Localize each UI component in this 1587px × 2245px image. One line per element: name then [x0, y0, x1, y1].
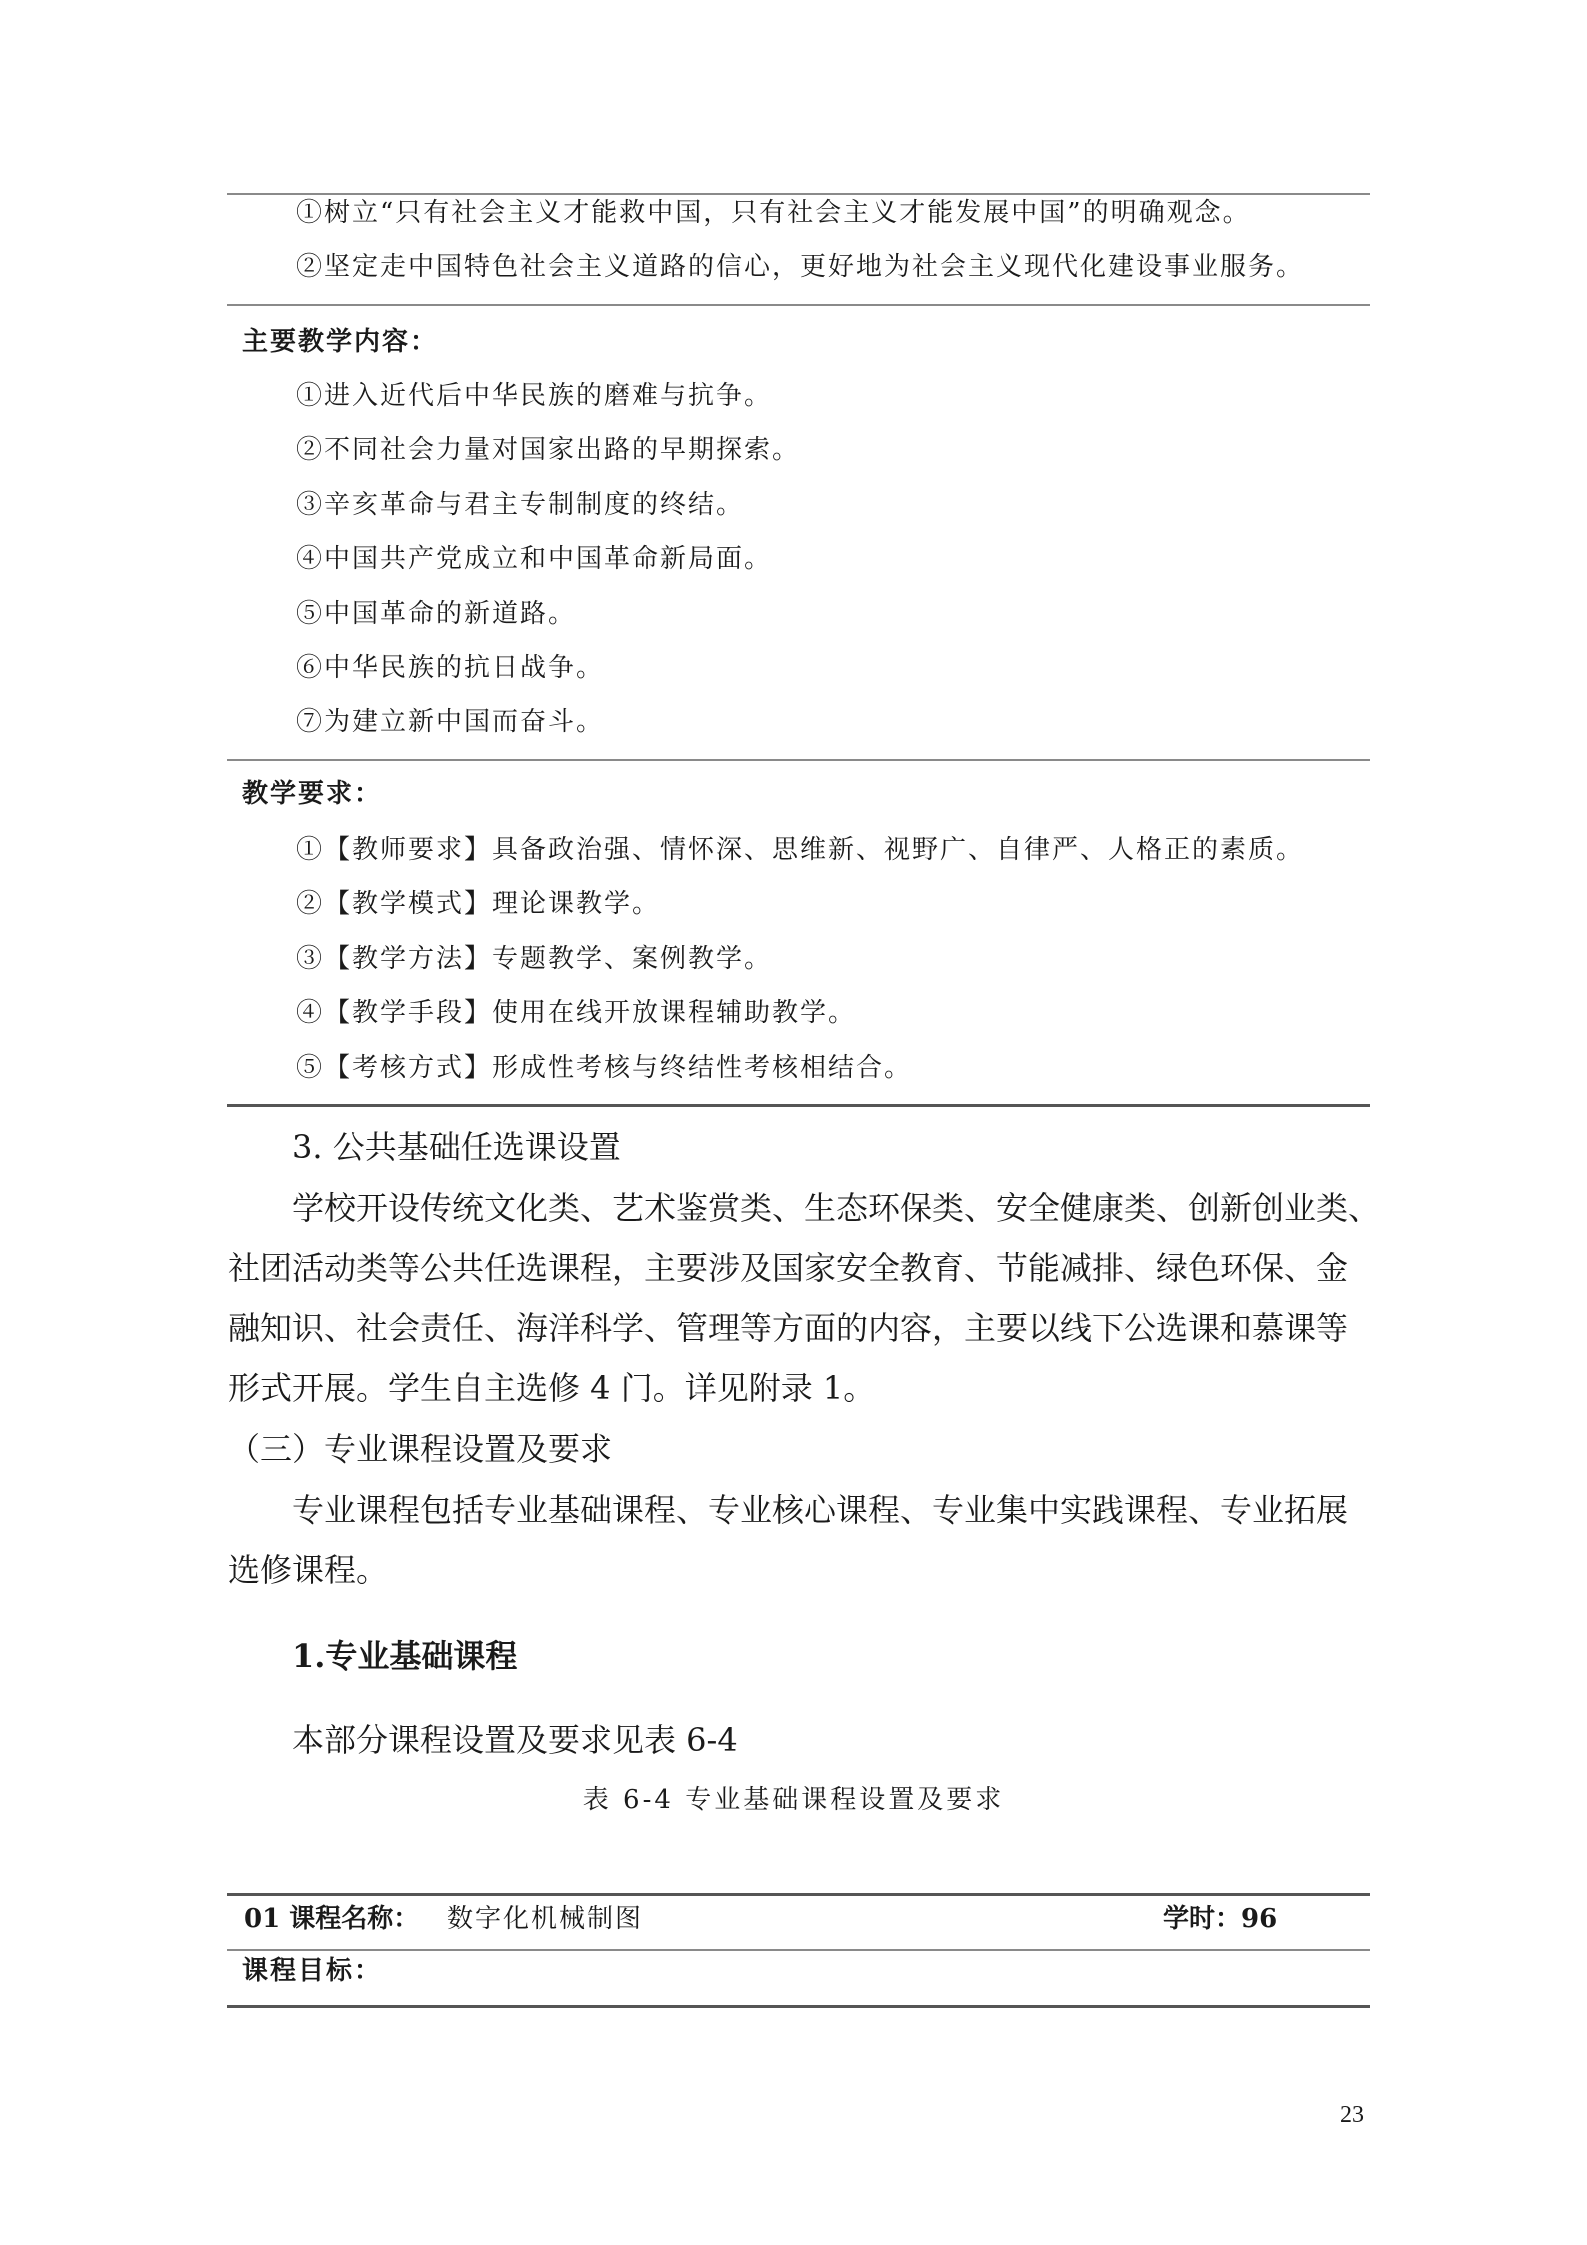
content-item: ⑥中华民族的抗日战争。 [296, 653, 605, 683]
table-bottom-border [227, 1104, 1370, 1107]
table-row-divider [227, 304, 1370, 306]
requirements-heading: 教学要求： [242, 779, 383, 809]
table-bottom-border [227, 2005, 1370, 2008]
paragraph-line: 学校开设传统文化类、艺术鉴赏类、生态环保类、安全健康类、创新创业类、 [292, 1189, 1381, 1227]
paragraph-line: 社团活动类等公共任选课程，主要涉及国家安全教育、节能减排、绿色环保、金 [228, 1249, 1349, 1287]
requirements-item: ①【教师要求】具备政治强、情怀深、思维新、视野广、自律严、人格正的素质。 [296, 835, 1305, 865]
goal-item: ②坚定走中国特色社会主义道路的信心，更好地为社会主义现代化建设事业服务。 [296, 252, 1305, 282]
table-caption: 表 6-4 专业基础课程设置及要求 [582, 1785, 1005, 1815]
course-hours: 学时：96 [1163, 1904, 1278, 1934]
table-top-border [227, 193, 1370, 195]
course-goal-heading: 课程目标： [242, 1956, 383, 1986]
requirements-item: ⑤【考核方式】形成性考核与终结性考核相结合。 [296, 1053, 913, 1083]
paragraph-line: 形式开展。学生自主选修 4 门。详见附录 1。 [228, 1369, 876, 1407]
section-heading: 3. 公共基础任选课设置 [292, 1128, 621, 1166]
table-top-border [227, 1893, 1370, 1896]
requirements-item: ②【教学模式】理论课教学。 [296, 889, 661, 919]
paragraph-line: 专业课程包括专业基础课程、专业核心课程、专业集中实践课程、专业拓展 [292, 1491, 1349, 1529]
content-item: ⑦为建立新中国而奋斗。 [296, 707, 605, 737]
content-heading: 主要教学内容： [242, 327, 439, 357]
goal-item: ①树立“只有社会主义才能救中国，只有社会主义才能发展中国”的明确观念。 [296, 198, 1251, 228]
content-item: ④中国共产党成立和中国革命新局面。 [296, 544, 773, 574]
table-row-divider [227, 759, 1370, 761]
table-row-divider [227, 1949, 1370, 1951]
requirements-item: ④【教学手段】使用在线开放课程辅助教学。 [296, 998, 857, 1028]
paragraph-line: 本部分课程设置及要求见表 6-4 [292, 1721, 738, 1759]
content-item: ①进入近代后中华民族的磨难与抗争。 [296, 381, 773, 411]
course-name-label: 01 课程名称： [244, 1904, 420, 1934]
paragraph-line: 选修课程。 [228, 1551, 389, 1589]
section-heading: （三）专业课程设置及要求 [228, 1430, 613, 1468]
page-number: 23 [1340, 2102, 1364, 2128]
sub-heading: 1.专业基础课程 [292, 1637, 518, 1675]
content-item: ⑤中国革命的新道路。 [296, 599, 577, 629]
requirements-item: ③【教学方法】专题教学、案例教学。 [296, 944, 773, 974]
course-name-value: 数字化机械制图 [447, 1904, 644, 1934]
paragraph-line: 融知识、社会责任、海洋科学、管理等方面的内容，主要以线下公选课和慕课等 [228, 1309, 1349, 1347]
content-item: ②不同社会力量对国家出路的早期探索。 [296, 435, 801, 465]
content-item: ③辛亥革命与君主专制制度的终结。 [296, 490, 745, 520]
